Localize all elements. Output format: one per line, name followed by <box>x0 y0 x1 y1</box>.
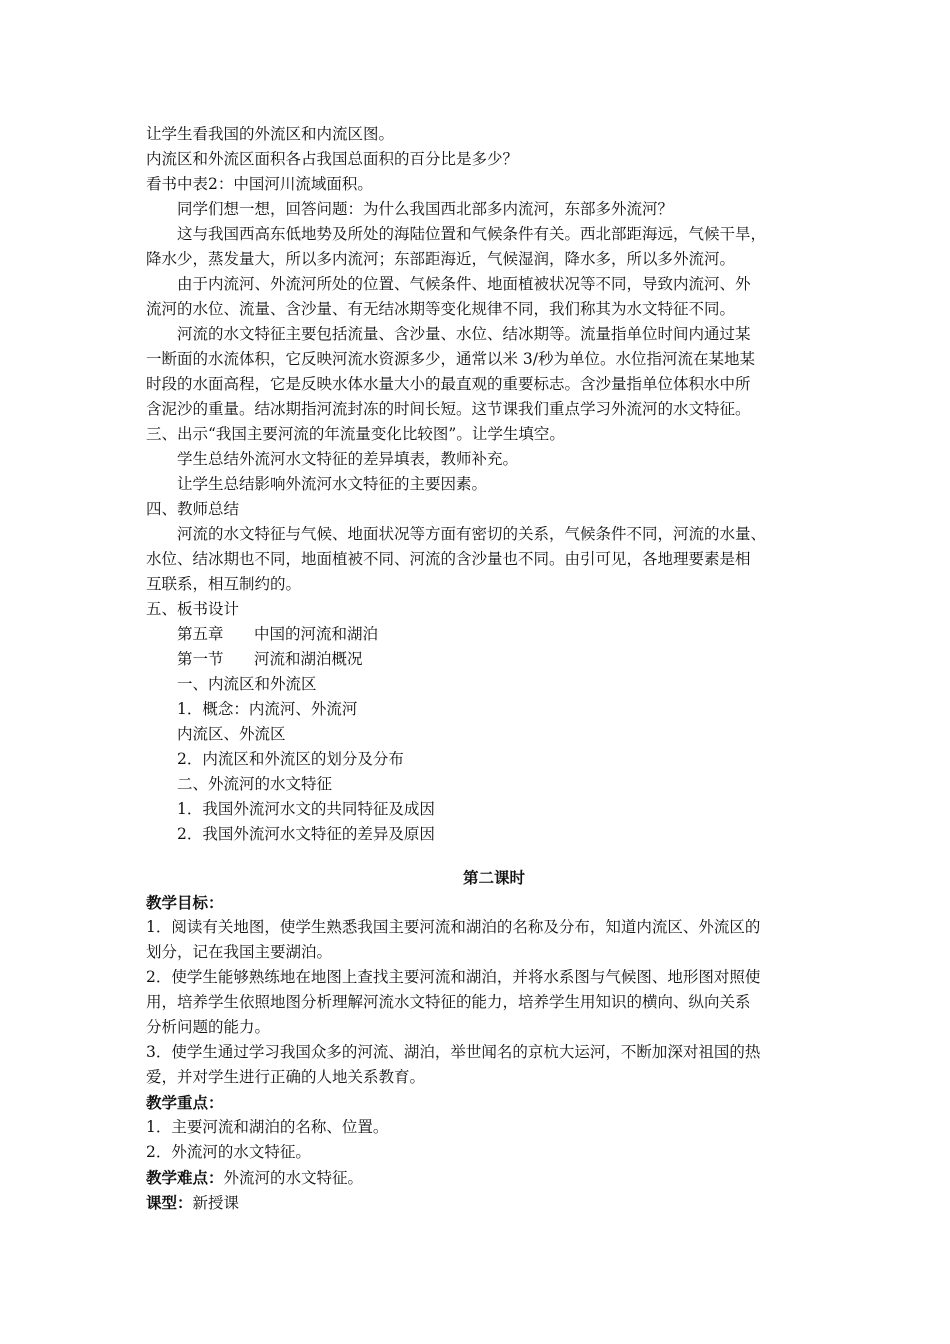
paragraph-line: 河流的水文特征与气候、地面状况等方面有密切的关系，气候条件不同，河流的水量、 <box>177 525 767 543</box>
difficulty-line <box>146 1165 816 1190</box>
board-item: 二、外流河的水文特征 <box>177 775 333 793</box>
lesson-type-label: 课型： <box>146 1193 193 1212</box>
paragraph-line: 内流区和外流区面积各占我国总面积的百分比是多少？ <box>146 150 519 168</box>
paragraph-line: 看书中表2：中国河川流域面积。 <box>146 175 373 193</box>
board-item: 1．我国外流河水文的共同特征及成因 <box>177 800 435 818</box>
paragraph-line: 水位、结冰期也不同，地面植被不同、河流的含沙量也不同。由引可见，各地理要素是相 <box>146 550 751 568</box>
lesson-one-text <box>146 122 816 622</box>
lesson-type-text: 新授课 <box>192 1194 240 1212</box>
paragraph-line: 降水少，蒸发量大，所以多内流河；东部距海近，气候湿润，降水多，所以多外流河。 <box>146 250 736 268</box>
board-item: 2．内流区和外流区的划分及分布 <box>177 750 404 768</box>
objective-line: 用，培养学生依照地图分析理解河流水文特征的能力，培养学生用知识的横向、纵向关系 <box>146 993 751 1011</box>
paragraph-line: 流河的水位、流量、含沙量、有无结冰期等变化规律不同，我们称其为水文特征不同。 <box>146 300 736 318</box>
objective-line: 爱，并对学生进行正确的人地关系教育。 <box>146 1068 426 1086</box>
board-section-title: 河流和湖泊概况 <box>254 650 363 668</box>
paragraph-line: 让学生看我国的外流区和内流区图。 <box>146 125 395 143</box>
document-body <box>146 122 816 1215</box>
board-chapter-title: 中国的河流和湖泊 <box>254 625 379 643</box>
difficulty-text: 外流河的水文特征。 <box>223 1169 364 1187</box>
board-item: 一、内流区和外流区 <box>177 675 317 693</box>
paragraph-line: 互联系，相互制约的。 <box>146 575 302 593</box>
paragraph-line: 含泥沙的重量。结冰期指河流封冻的时间长短。这节课我们重点学习外流河的水文特征。 <box>146 400 751 418</box>
key-point-line: 2．外流河的水文特征。 <box>146 1143 311 1161</box>
paragraph-line: 同学们想一想，回答问题：为什么我国西北部多内流河，东部多外流河？ <box>177 200 674 218</box>
section-heading: 三、出示“我国主要河流的年流量变化比较图”。让学生填空。 <box>146 425 565 443</box>
paragraph-line: 一断面的水流体积，它反映河流水资源多少，通常以米 3/秒为单位。水位指河流在某地某 <box>146 350 756 368</box>
lesson-two-title: 第二课时 <box>462 868 525 887</box>
section-heading: 四、教师总结 <box>146 500 240 518</box>
objective-line: 分析问题的能力。 <box>146 1018 271 1036</box>
board-item: 内流区、外流区 <box>177 725 286 743</box>
objective-line: 3．使学生通过学习我国众多的河流、湖泊，举世闻名的京杭大运河，不断加深对祖国的热 <box>146 1043 761 1061</box>
paragraph-line: 让学生总结影响外流河水文特征的主要因素。 <box>177 475 488 493</box>
section-heading: 五、板书设计 <box>146 600 240 618</box>
lesson-two-section <box>146 890 816 1215</box>
paragraph-line: 时段的水面高程，它是反映水体水量大小的最直观的重要标志。含沙量指单位体积水中所 <box>146 375 751 393</box>
difficulty-label: 教学难点： <box>146 1168 224 1187</box>
paragraph-line: 由于内流河、外流河所处的位置、气候条件、地面植被状况等不同，导致内流河、外 <box>177 275 751 293</box>
board-design <box>146 622 816 847</box>
board-section <box>146 647 816 672</box>
objective-line: 1．阅读有关地图，使学生熟悉我国主要河流和湖泊的名称及分布，知道内流区、外流区的 <box>146 918 761 936</box>
board-chapter <box>146 622 816 647</box>
objectives-label: 教学目标： <box>146 893 224 912</box>
key-points-label: 教学重点： <box>146 1093 224 1112</box>
board-item: 1．概念：内流河、外流河 <box>177 700 358 718</box>
objective-line: 2．使学生能够熟练地在地图上查找主要河流和湖泊，并将水系图与气候图、地形图对照使 <box>146 968 761 986</box>
paragraph-line: 河流的水文特征主要包括流量、含沙量、水位、结冰期等。流量指单位时间内通过某 <box>177 325 751 343</box>
board-item: 2．我国外流河水文特征的差异及原因 <box>177 825 435 843</box>
board-section-number: 第一节 <box>177 650 224 668</box>
board-chapter-number: 第五章 <box>177 625 224 643</box>
lesson-type-line <box>146 1190 816 1215</box>
key-point-line: 1．主要河流和湖泊的名称、位置。 <box>146 1118 389 1136</box>
paragraph-line: 学生总结外流河水文特征的差异填表，教师补充。 <box>177 450 519 468</box>
objective-line: 划分，记在我国主要湖泊。 <box>146 943 333 961</box>
paragraph-line: 这与我国西高东低地势及所处的海陆位置和气候条件有关。西北部距海远，气候干旱， <box>177 225 767 243</box>
